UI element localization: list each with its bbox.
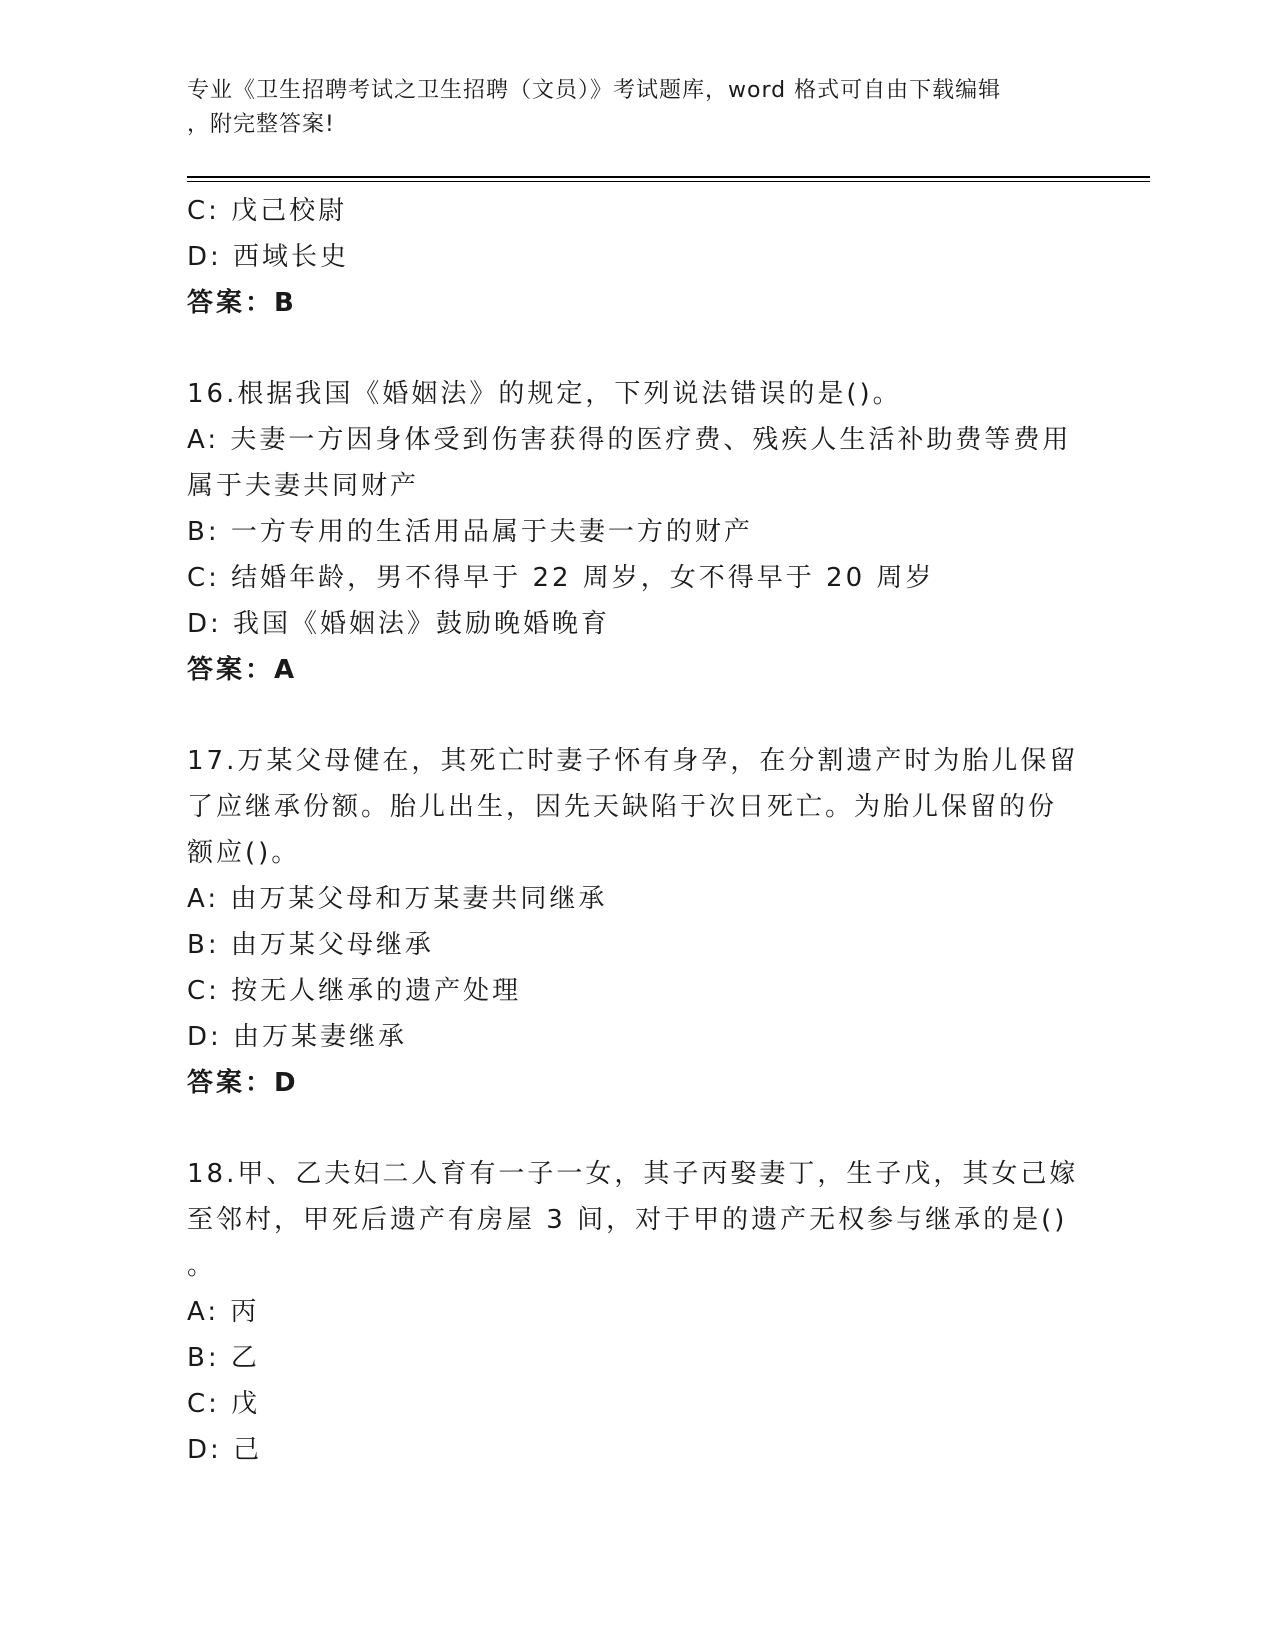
question-stem: 17.万某父母健在，其死亡时妻子怀有身孕，在分割遗产时为胎儿保留 xyxy=(187,746,1079,776)
option-b: B: 一方专用的生活用品属于夫妻一方的财产 xyxy=(187,517,753,547)
question-stem-continued: 额应()。 xyxy=(187,838,301,868)
option-c: C: 结婚年龄，男不得早于 22 周岁，女不得早于 20 周岁 xyxy=(187,563,935,593)
header-divider-thick xyxy=(187,176,1150,178)
header-line-2: ，附完整答案! xyxy=(187,112,335,137)
option-a: A: 由万某父母和万某妻共同继承 xyxy=(187,884,608,914)
question-stem-continued: 了应继承份额。胎儿出生，因先天缺陷于次日死亡。为胎儿保留的份 xyxy=(187,792,1058,822)
question-list xyxy=(187,188,1087,1473)
spacer xyxy=(187,693,1087,738)
option-d: D: 己 xyxy=(187,1435,263,1465)
question-stem-continued: 。 xyxy=(187,1251,217,1281)
option-a: A: 丙 xyxy=(187,1297,260,1327)
question-15-tail xyxy=(187,188,1087,326)
answer-label: 答案：B xyxy=(187,288,297,318)
option-c: C: 戊己校尉 xyxy=(187,196,348,226)
question-16 xyxy=(187,371,1087,693)
question-stem-continued: 至邻村，甲死后遗产有房屋 3 间，对于甲的遗产无权参与继承的是() xyxy=(187,1205,1068,1235)
header-divider-thin xyxy=(187,181,1150,182)
question-stem: 18.甲、乙夫妇二人育有一子一女，其子丙娶妻丁，生子戊，其女己嫁 xyxy=(187,1159,1079,1189)
option-a-continued: 属于夫妻共同财产 xyxy=(187,471,420,501)
option-d: D: 由万某妻继承 xyxy=(187,1022,408,1052)
option-d: D: 我国《婚姻法》鼓励晚婚晚育 xyxy=(187,609,611,639)
question-18 xyxy=(187,1151,1087,1473)
option-b: B: 乙 xyxy=(187,1343,260,1373)
answer-label: 答案：D xyxy=(187,1068,299,1098)
option-b: B: 由万某父母继承 xyxy=(187,930,434,960)
question-17 xyxy=(187,738,1087,1106)
spacer xyxy=(187,1106,1087,1151)
document-header xyxy=(187,74,1087,142)
spacer xyxy=(187,326,1087,371)
option-a: A: 夫妻一方因身体受到伤害获得的医疗费、残疾人生活补助费等费用 xyxy=(187,425,1072,455)
header-line-1: 专业《卫生招聘考试之卫生招聘（文员）》考试题库，word 格式可自由下载编辑 xyxy=(187,78,1002,103)
answer-label: 答案：A xyxy=(187,655,298,685)
question-stem: 16.根据我国《婚姻法》的规定，下列说法错误的是()。 xyxy=(187,379,902,409)
option-d: D: 西域长史 xyxy=(187,242,350,272)
option-c: C: 按无人继承的遗产处理 xyxy=(187,976,522,1006)
option-c: C: 戊 xyxy=(187,1389,261,1419)
